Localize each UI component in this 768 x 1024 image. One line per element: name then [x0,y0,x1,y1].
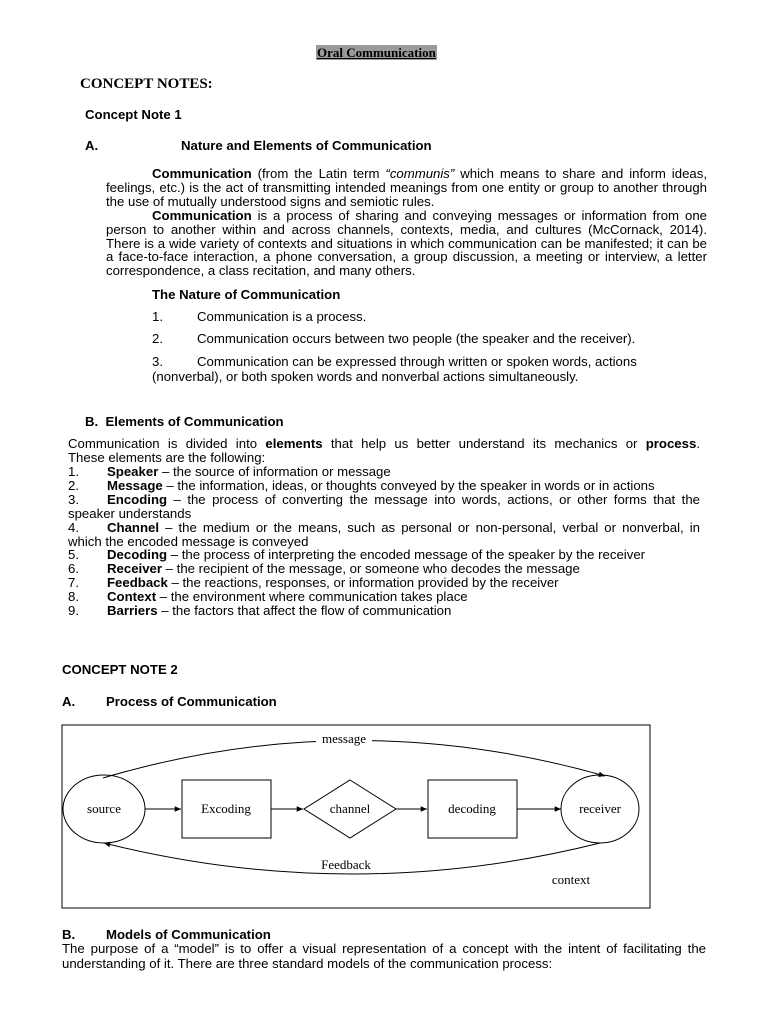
nature-item-3: Communication can be expressed through written or spoken words, actions [197,354,637,369]
nature-item-1-num: 1. [152,309,163,324]
context-label: context [551,872,591,887]
element-term: Channel [107,520,160,535]
latin-term: “communis” [385,166,455,181]
element-term: Decoding [107,547,168,562]
element-description: – the source of information or message [158,464,391,479]
section-a-letter: A. [85,138,99,153]
models-paragraph: The purpose of a “model” is to offer a visual representation of a concept with the intent of facilitating the understanding of it. There are three standard models of the communication process: [62,941,706,971]
term-communication: Communication [152,166,252,181]
element-2-number: 2. [68,478,79,493]
elements-intro-line1: Communication is divided into elements that help us better understand its mechanics or process. [68,436,700,451]
cn2-section-b-letter: B. [62,927,76,942]
encoding-label: Excoding [201,801,251,816]
nature-item-3-cont: (nonverbal), or both spoken words and nonverbal actions simultaneously. [152,369,579,384]
cn2-section-a-letter: A. [62,694,76,709]
element-5-number: 5. [68,547,79,562]
element-8-number: 8. [68,589,79,604]
section-a-title: Nature and Elements of Communication [181,138,432,153]
channel-label: channel [329,801,371,816]
nature-item-1: Communication is a process. [197,309,367,324]
element-term: Receiver [107,561,162,576]
element-term: Encoding [107,492,168,507]
source-label: source [87,801,121,816]
element-description: – the recipient of the message, or someone who decodes the message [162,561,580,576]
cn2-section-b-title: Models of Communication [106,927,271,942]
elements-intro-line2: These elements are the following: [68,450,266,465]
element-3-continuation: speaker understands [68,506,192,521]
element-9-number: 9. [68,603,79,618]
concept-notes-heading: CONCEPT NOTES: [80,76,213,92]
element-description: – the reactions, responses, or information provided by the receiver [167,575,559,590]
nature-item-3-num: 3. [152,354,163,369]
element-term: Context [107,589,157,604]
concept-note-2-heading: CONCEPT NOTE 2 [62,662,178,677]
message-label: message [321,731,367,746]
element-description: – the process of interpreting the encoded message of the speaker by the receiver [167,547,646,562]
decoding-label: decoding [448,801,496,816]
document-title: Oral Communication [317,45,436,60]
nature-heading: The Nature of Communication [152,287,341,302]
element-term: Message [107,478,163,493]
term-communication: Communication [152,208,252,223]
paragraph-communication-process: Communication is a process of sharing and conveying messages or information from one person to another within and across channels, contexts, media, and cultures (McCornack, 2014). There is a wide variety of contexts and situations in which communication can be manifested; it can be a face-to-face interaction, a phone conversation, a group discussion, a meeting or interview, a letter correspondence, a class recitation, and many others. [106,208,707,279]
element-description: – the environment where communication takes place [156,589,468,604]
paragraph-communication-definition: Communication (from the Latin term “communis” which means to share and inform ideas, feelings, etc.) is the act of transmitting intended meanings from one entity or group to another through the use of mutually understood signs and semiotic rules. [106,166,708,209]
element-4-continuation: which the encoded message is conveyed [68,534,309,549]
element-4-number: 4. [68,520,79,535]
nature-item-2: Communication occurs between two people (the speaker and the receiver). [197,331,636,346]
nature-item-2-num: 2. [152,331,163,346]
element-description: – the medium or the means, such as personal or non-personal, verbal or nonverbal, in [159,520,700,535]
element-7-number: 7. [68,575,79,590]
section-b-heading: B. Elements of Communication [85,414,284,429]
element-description: – the information, ideas, or thoughts conveyed by the speaker in words or in actions [162,478,655,493]
message-arc [103,740,605,778]
element-1-number: 1. [68,464,79,479]
feedback-label: Feedback [321,857,371,872]
element-term: Speaker [107,464,159,479]
concept-note-1-heading: Concept Note 1 [85,107,182,122]
element-description: – the process of converting the message into words, actions, or other forms that the [167,492,700,507]
element-term: Barriers [107,603,158,618]
element-6-number: 6. [68,561,79,576]
element-term: Feedback [107,575,168,590]
element-description: – the factors that affect the flow of communication [157,603,452,618]
receiver-label: receiver [579,801,621,816]
cn2-section-a-title: Process of Communication [106,694,277,709]
element-3-number: 3. [68,492,79,507]
